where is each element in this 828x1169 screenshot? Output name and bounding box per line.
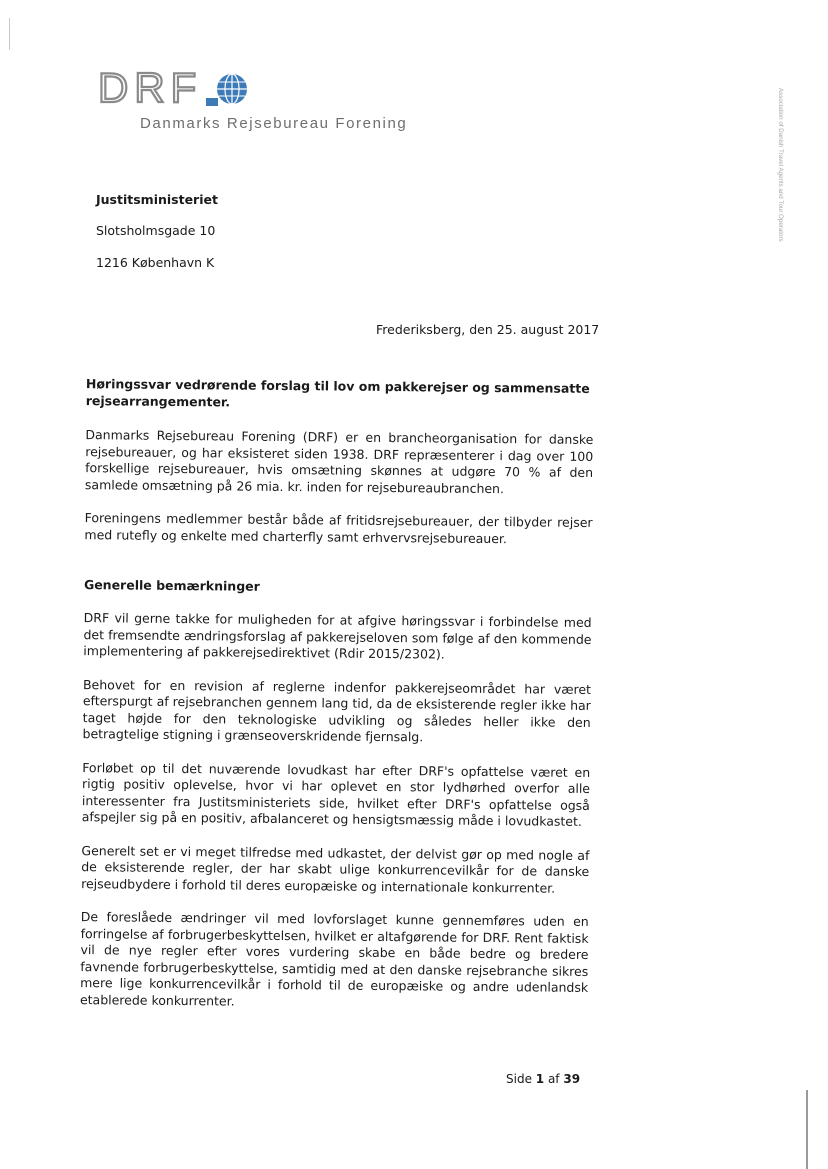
body-paragraph: DRF vil gerne takke for muligheden for at afgive høringssvar i forbindelse med det fremsendte ændringsforslag af pakkerejseloven som følge af den kommende implementering af pakkerejsedirektivet (Rdir 2015/2302). xyxy=(83,610,592,662)
letter-body xyxy=(70,375,594,1030)
section-title: Generelle bemærkninger xyxy=(83,577,260,594)
logo-subtitle: Danmarks Rejsebureau Forening xyxy=(140,115,408,132)
recipient-city: 1216 København K xyxy=(96,255,215,270)
body-paragraph: Generelt set er vi meget tilfredse med udkastet, der delvist gør op med nogle af de eksisterende regler, der har skabt ulige konkurrencevilkår for de danske rejseudbydere i forhold til deres europæiske og internationale konkurrenter. xyxy=(81,842,590,896)
side-tagline: Association of Danish Travel Agents and Tour Operators xyxy=(777,88,784,242)
drf-logo xyxy=(98,64,254,111)
scan-edge-mark xyxy=(806,1090,808,1169)
body-paragraph: De foreslåede ændringer vil med lovforslaget kunne gennemføres uden en forringelse af forbrugerbeskyttelsen, hvilket er altafgørende for DRF. Rent faktisk vil de nye regler efter vores vurdering skabe en både bedre og bredere favnende forbrugerbeskyttelse, samtidig med at den danske rejsebranche sikres mere lige konkurrencevilkår i forhold til de europæiske og andre udenlandsk etablerede konkurrenter. xyxy=(79,909,589,1009)
page-total: 39 xyxy=(563,1072,581,1086)
globe-icon xyxy=(206,72,254,106)
page-number xyxy=(506,1072,580,1086)
body-paragraph: Forløbet op til det nuværende lovudkast har efter DRF's opfattelse været en rigtig positiv oplevelse, hvor vi har oplevet en stor lydhørhed overfor alle interessenter fra Justitsministeriets side, hvilket efter DRF's opfattelse også afspejler sig på en positiv, afbalanceret og hensigtsmæssig måde i lovudkastet. xyxy=(81,759,591,829)
dateline: Frederiksberg, den 25. august 2017 xyxy=(376,322,600,337)
intro-paragraph: Foreningens medlemmer består både af fritidsrejsebureauer, der tilbyder rejser med rutefly og enkelte med charterfly samt erhvervsrejsebureauer. xyxy=(84,510,593,546)
letter-heading: Høringssvar vedrørende forslag til lov om pakkerejser og sammensatte rejsearrangementer. xyxy=(85,376,590,410)
intro-paragraph: Danmarks Rejsebureau Forening (DRF) er en brancheorganisation for danske rejsebureauer, og har eksisteret siden 1938. DRF repræsenterer i dag over 100 forskellige rejsebureauer, hvis omsætning skønnes at udgøre 70 % af den samlede omsætning på 26 mia. kr. inden for rejsebureaubranchen. xyxy=(84,427,594,496)
page-mid: af xyxy=(544,1072,564,1086)
scan-edge-mark xyxy=(9,18,10,50)
recipient-street: Slotsholmsgade 10 xyxy=(96,223,216,238)
page-current: 1 xyxy=(535,1072,545,1086)
logo-letters: DRF xyxy=(98,64,203,111)
page-prefix: Side xyxy=(506,1072,536,1086)
recipient-name: Justitsministeriet xyxy=(96,192,218,207)
body-paragraph: Behovet for en revision af reglerne indenfor pakkerejseområdet har været efterspurgt af rejsebranchen gennem lang tid, da de eksisterende regler ikke har taget højde for den teknologiske udvikling og således heller ikke den betragtelige stigning i grænseoverskridende fjernsalg. xyxy=(82,676,592,745)
